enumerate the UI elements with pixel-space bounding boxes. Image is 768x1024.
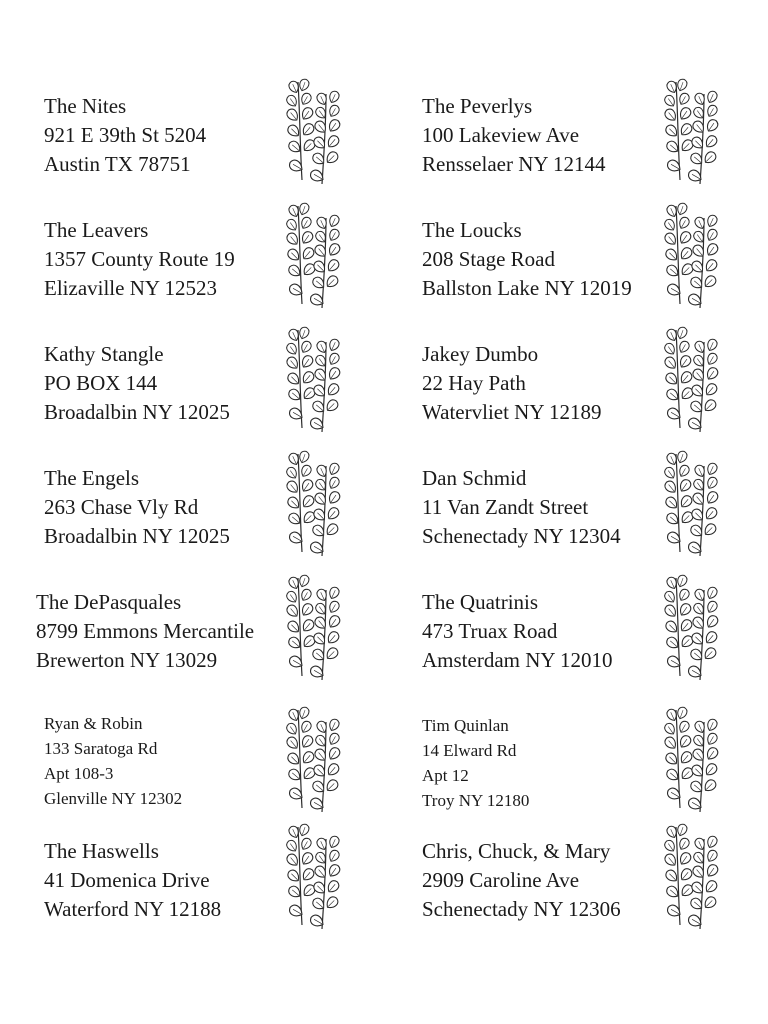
- street-line: 263 Chase Vly Rd: [44, 495, 199, 519]
- address-text: [422, 713, 529, 813]
- address-text: [422, 464, 621, 551]
- street-line: 100 Lakeview Ave: [422, 123, 580, 147]
- addressee-name: The DePasquales: [36, 590, 182, 614]
- address-label: [44, 216, 384, 334]
- address-text: [422, 216, 632, 303]
- lavender-sprig-icon: [280, 76, 356, 188]
- address-label: [422, 837, 762, 955]
- addressee-name: Dan Schmid: [422, 466, 527, 490]
- address-text: [44, 340, 230, 427]
- street-line: PO BOX 144: [44, 371, 158, 395]
- city-state-zip: Amsterdam NY 12010: [422, 648, 613, 672]
- address-text: [44, 837, 221, 924]
- lavender-sprig-icon: [658, 572, 734, 684]
- street-line: 208 Stage Road: [422, 247, 555, 271]
- city-state-zip: Ballston Lake NY 12019: [422, 276, 632, 300]
- lavender-sprig-icon: [280, 572, 356, 684]
- address-text: [422, 340, 601, 427]
- address-label: [44, 708, 384, 826]
- lavender-sprig-icon: [658, 821, 734, 933]
- street-line: 41 Domenica Drive: [44, 868, 210, 892]
- addressee-name: The Nites: [44, 94, 127, 118]
- lavender-sprig-icon: [658, 448, 734, 560]
- street-line: 11 Van Zandt Street: [422, 495, 589, 519]
- addressee-name: The Leavers: [44, 218, 149, 242]
- city-state-zip: Waterford NY 12188: [44, 897, 222, 921]
- address-label: [422, 340, 762, 458]
- address-label: [422, 92, 762, 210]
- address-text: [422, 92, 606, 179]
- city-state-zip: Rensselaer NY 12144: [422, 152, 606, 176]
- address-text: [422, 837, 621, 924]
- address-label: [44, 340, 384, 458]
- addressee-name: The Loucks: [422, 218, 522, 242]
- lavender-sprig-icon: [280, 821, 356, 933]
- city-state-zip: Broadalbin NY 12025: [44, 524, 230, 548]
- address-label: [422, 588, 762, 706]
- address-label: [44, 92, 384, 210]
- street-line: 133 Saratoga Rd: [44, 739, 158, 758]
- lavender-sprig-icon: [280, 448, 356, 560]
- city-state-zip: Troy NY 12180: [422, 791, 530, 810]
- addressee-name: The Peverlys: [422, 94, 533, 118]
- unit-line: Apt 108-3: [44, 764, 114, 783]
- address-text: [44, 92, 206, 179]
- addressee-name: The Haswells: [44, 839, 159, 863]
- addressee-name: Kathy Stangle: [44, 342, 164, 366]
- lavender-sprig-icon: [658, 324, 734, 436]
- addressee-name: Jakey Dumbo: [422, 342, 539, 366]
- city-state-zip: Schenectady NY 12304: [422, 524, 621, 548]
- address-text: [422, 588, 613, 675]
- city-state-zip: Watervliet NY 12189: [422, 400, 602, 424]
- addressee-name: The Quatrinis: [422, 590, 539, 614]
- lavender-sprig-icon: [658, 200, 734, 312]
- address-label: [422, 464, 762, 582]
- address-label: [36, 588, 376, 706]
- addressee-name: Ryan & Robin: [44, 714, 143, 733]
- street-line: 1357 County Route 19: [44, 247, 235, 271]
- street-line: 14 Elward Rd: [422, 741, 517, 760]
- address-label: [422, 216, 762, 334]
- lavender-sprig-icon: [658, 76, 734, 188]
- address-text: [44, 216, 235, 303]
- city-state-zip: Glenville NY 12302: [44, 789, 183, 808]
- city-state-zip: Austin TX 78751: [44, 152, 191, 176]
- addressee-name: The Engels: [44, 466, 140, 490]
- street-line: 921 E 39th St 5204: [44, 123, 207, 147]
- street-line: 22 Hay Path: [422, 371, 526, 395]
- address-label: [422, 710, 762, 828]
- addressee-name: Chris, Chuck, & Mary: [422, 839, 611, 863]
- address-label: [44, 464, 384, 582]
- addressee-name: Tim Quinlan: [422, 716, 509, 735]
- address-label: [44, 837, 384, 955]
- street-line: 2909 Caroline Ave: [422, 868, 580, 892]
- street-line: 473 Truax Road: [422, 619, 558, 643]
- city-state-zip: Schenectady NY 12306: [422, 897, 621, 921]
- lavender-sprig-icon: [658, 704, 734, 816]
- lavender-sprig-icon: [280, 200, 356, 312]
- street-line: 8799 Emmons Mercantile: [36, 619, 255, 643]
- address-text: [44, 711, 182, 811]
- lavender-sprig-icon: [280, 324, 356, 436]
- city-state-zip: Broadalbin NY 12025: [44, 400, 230, 424]
- city-state-zip: Elizaville NY 12523: [44, 276, 218, 300]
- address-text: [36, 588, 254, 675]
- address-text: [44, 464, 230, 551]
- lavender-sprig-icon: [280, 704, 356, 816]
- unit-line: Apt 12: [422, 766, 469, 785]
- city-state-zip: Brewerton NY 13029: [36, 648, 218, 672]
